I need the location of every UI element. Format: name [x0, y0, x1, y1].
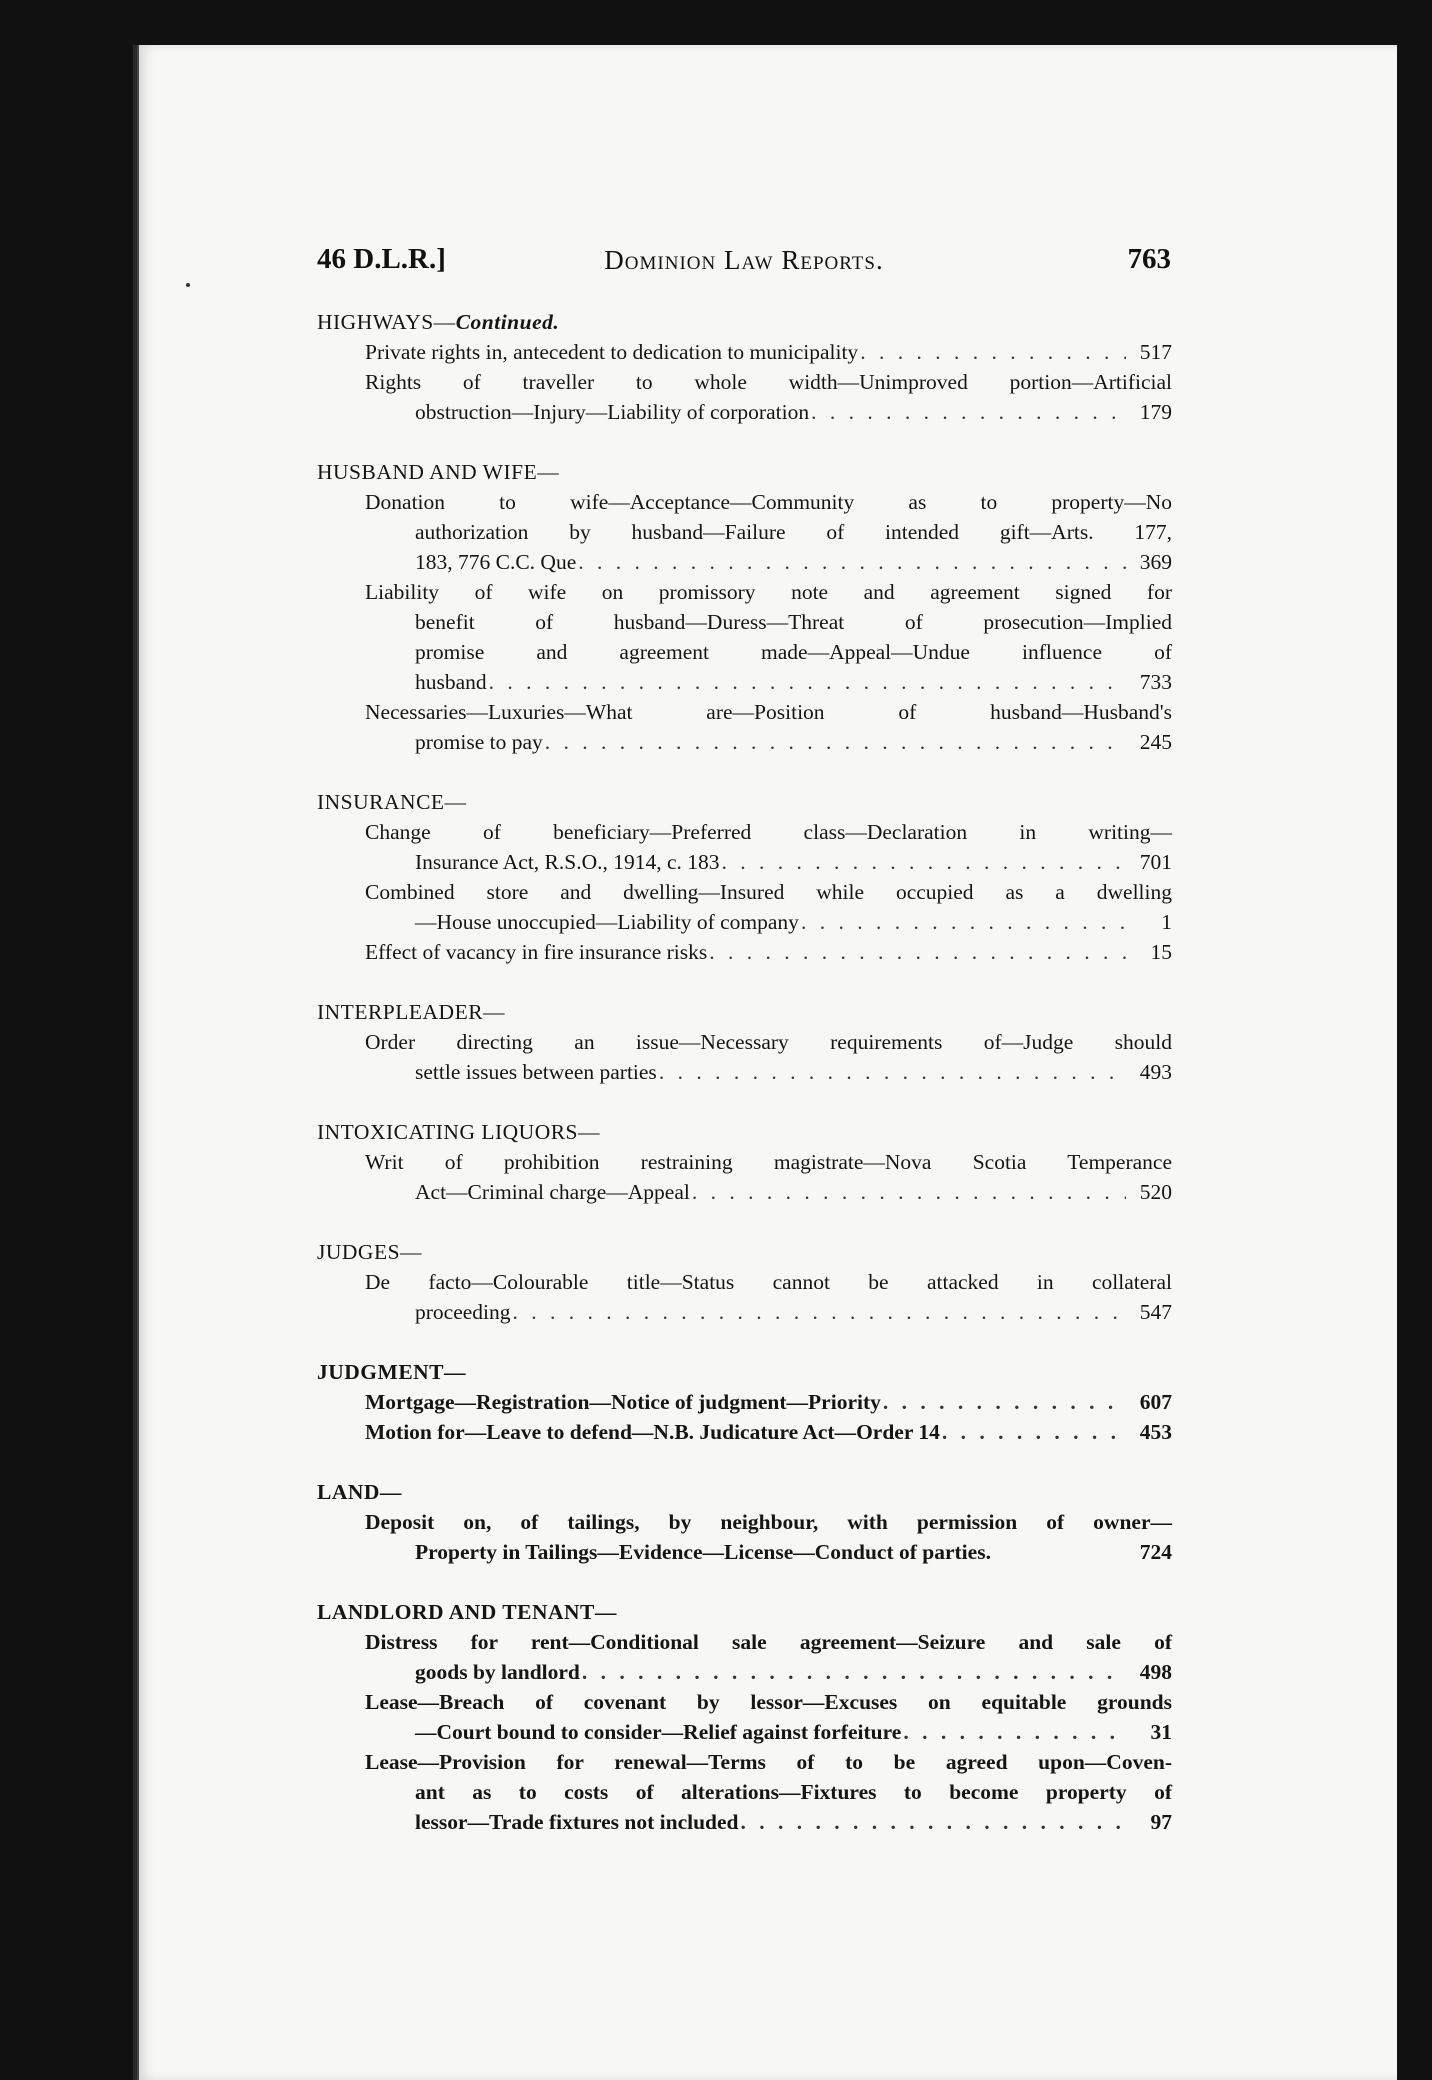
index-entry: [317, 1027, 1172, 1087]
leader-dots: [860, 337, 1126, 367]
entry-last-line: [365, 937, 1172, 967]
entry-page-ref: 701: [1139, 850, 1172, 874]
entry-text: Private rights in, antecedent to dedication to municipality: [365, 340, 859, 364]
entry-text: Act—Criminal charge—Appeal: [415, 1180, 690, 1204]
entry-line: Rights of traveller to whole width—Unimproved portion—Artificial: [365, 370, 1172, 394]
entry-last-line: [365, 1657, 1172, 1687]
entry-page-ref: 31: [1150, 1720, 1172, 1744]
entry-last-line: [365, 1387, 1172, 1417]
index-entry: [317, 1387, 1172, 1417]
entry-line: authorization by husband—Failure of intended gift—Arts. 177,: [415, 520, 1172, 544]
section-heading: [317, 1477, 1172, 1507]
section-heading: [317, 1597, 1172, 1627]
index-entry: [317, 877, 1172, 937]
entry-page-ref: 547: [1139, 1300, 1172, 1324]
index-entry: [317, 1747, 1172, 1837]
entry-line: Order directing an issue—Necessary requirements of—Judge should: [365, 1030, 1172, 1054]
entry-page-ref: 607: [1139, 1390, 1172, 1414]
entry-line: Donation to wife—Acceptance—Community as to property—No: [365, 490, 1172, 514]
section-heading-suffix: Continued.: [455, 310, 560, 334]
index-section: [317, 787, 1172, 967]
entry-line: Necessaries—Luxuries—What are—Position of husband—Husband's: [365, 700, 1172, 724]
section-heading-text: JUDGMENT—: [317, 1360, 467, 1384]
leader-dots: [578, 547, 1126, 577]
entry-text: lessor—Trade fixtures not included: [415, 1810, 739, 1834]
entry-page-ref: 733: [1139, 670, 1172, 694]
section-heading: [317, 787, 1172, 817]
entry-text: 183, 776 C.C. Que: [415, 550, 577, 574]
speck-mark: [186, 283, 190, 287]
leader-dots: [811, 397, 1126, 427]
entry-page-ref: 15: [1150, 940, 1172, 964]
entry-text: settle issues between parties: [415, 1060, 657, 1084]
entry-text: promise to pay: [415, 730, 543, 754]
section-heading-text: HIGHWAYS—: [317, 310, 456, 334]
volume-label: 46 D.L.R.]: [317, 243, 446, 275]
leader-dots: [709, 937, 1126, 967]
entry-line: Combined store and dwelling—Insured while occupied as a dwelling: [365, 880, 1172, 904]
leader-dots: [741, 1807, 1127, 1837]
entry-last-line: [365, 727, 1172, 757]
entry-last-line: [365, 847, 1172, 877]
index-entry: [317, 1267, 1172, 1327]
index-section: [317, 997, 1172, 1087]
index-section: [317, 1357, 1172, 1447]
entry-last-line: [365, 397, 1172, 427]
index-entry: [317, 937, 1172, 967]
entry-text: —House unoccupied—Liability of company: [415, 910, 799, 934]
journal-title: Dominion Law Reports.: [604, 245, 884, 275]
index-entry: [317, 817, 1172, 877]
entry-page-ref: 517: [1139, 340, 1172, 364]
leader-dots: [942, 1417, 1126, 1447]
section-heading-text: INTOXICATING LIQUORS—: [317, 1120, 601, 1144]
entry-line: Lease—Provision for renewal—Terms of to be agreed upon—Coven-: [365, 1750, 1172, 1774]
leader-dots: [801, 907, 1126, 937]
leader-dots: [489, 667, 1126, 697]
entry-text: —Court bound to consider—Relief against forfeiture: [415, 1720, 902, 1744]
section-heading: [317, 1237, 1172, 1267]
entry-text: goods by landlord: [415, 1660, 580, 1684]
index-section: [317, 1237, 1172, 1327]
entry-line: benefit of husband—Duress—Threat of prosecution—Implied: [415, 610, 1172, 634]
entry-page-ref: 453: [1139, 1420, 1172, 1444]
entry-page-ref: 724: [1139, 1540, 1172, 1564]
section-heading-text: LANDLORD AND TENANT—: [317, 1600, 617, 1624]
leader-dots: [545, 727, 1126, 757]
entry-last-line: [365, 1177, 1172, 1207]
entry-last-line: [365, 1807, 1172, 1837]
index-entry: [317, 1627, 1172, 1687]
entry-last-line: [365, 1057, 1172, 1087]
entry-text: Motion for—Leave to defend—N.B. Judicature Act—Order 14: [365, 1420, 940, 1444]
section-heading: [317, 997, 1172, 1027]
leader-dots: [513, 1297, 1126, 1327]
index-section: [317, 457, 1172, 757]
leader-dots: [659, 1057, 1126, 1087]
entry-text: husband: [415, 670, 487, 694]
index-entry: [317, 1687, 1172, 1747]
running-header: [317, 243, 1171, 283]
entry-text: Property in Tailings—Evidence—License—Conduct of parties.: [415, 1540, 991, 1564]
entry-page-ref: 498: [1139, 1660, 1172, 1684]
section-heading-text: INSURANCE—: [317, 790, 467, 814]
entry-line: promise and agreement made—Appeal—Undue influence of: [415, 640, 1172, 664]
entry-text: Mortgage—Registration—Notice of judgment—Priority: [365, 1390, 881, 1414]
index-section: [317, 1597, 1172, 1837]
section-heading-text: JUDGES—: [317, 1240, 423, 1264]
leader-dots: [903, 1717, 1126, 1747]
entry-line: Lease—Breach of covenant by lessor—Excuses on equitable grounds: [365, 1690, 1172, 1714]
entry-page-ref: 245: [1139, 730, 1172, 754]
index-section: [317, 1117, 1172, 1207]
binding-edge: [137, 45, 139, 2080]
section-heading: [317, 1117, 1172, 1147]
index-entry: [317, 487, 1172, 577]
entry-last-line: [365, 1537, 1172, 1567]
entry-last-line: [365, 547, 1172, 577]
entry-line: ant as to costs of alterations—Fixtures to become property of: [415, 1780, 1172, 1804]
entry-page-ref: 520: [1139, 1180, 1172, 1204]
section-heading-text: LAND—: [317, 1480, 402, 1504]
entry-last-line: [365, 1717, 1172, 1747]
index-entry: [317, 337, 1172, 367]
entry-text: obstruction—Injury—Liability of corporation: [415, 400, 810, 424]
index-entry: [317, 1417, 1172, 1447]
entry-page-ref: 493: [1139, 1060, 1172, 1084]
entry-page-ref: 369: [1139, 550, 1172, 574]
entry-last-line: [365, 907, 1172, 937]
index-content: [317, 307, 1172, 1867]
section-heading: [317, 457, 1172, 487]
entry-text: Effect of vacancy in fire insurance risks: [365, 940, 708, 964]
section-heading: [317, 307, 1172, 337]
leader-dots: [582, 1657, 1126, 1687]
index-entry: [317, 697, 1172, 757]
index-entry: [317, 577, 1172, 697]
page-number: 763: [1127, 243, 1171, 275]
section-heading: [317, 1357, 1172, 1387]
entry-text: proceeding: [415, 1300, 511, 1324]
leader-dots: [722, 847, 1126, 877]
leader-dots: [692, 1177, 1126, 1207]
section-heading-text: HUSBAND AND WIFE—: [317, 460, 560, 484]
entry-line: Deposit on, of tailings, by neighbour, with permission of owner—: [365, 1510, 1172, 1534]
index-entry: [317, 367, 1172, 427]
entry-text: Insurance Act, R.S.O., 1914, c. 183: [415, 850, 720, 874]
index-section: [317, 307, 1172, 427]
entry-line: Distress for rent—Conditional sale agreement—Seizure and sale of: [365, 1630, 1172, 1654]
entry-line: De facto—Colourable title—Status cannot be attacked in collateral: [365, 1270, 1172, 1294]
section-heading-text: INTERPLEADER—: [317, 1000, 506, 1024]
entry-last-line: [365, 1417, 1172, 1447]
entry-line: Liability of wife on promissory note and agreement signed for: [365, 580, 1172, 604]
leader-dots: [883, 1387, 1126, 1417]
index-section: [317, 1477, 1172, 1567]
entry-page-ref: 1: [1161, 910, 1172, 934]
index-entry: [317, 1147, 1172, 1207]
entry-last-line: [365, 667, 1172, 697]
entry-page-ref: 179: [1139, 400, 1172, 424]
entry-line: Writ of prohibition restraining magistrate—Nova Scotia Temperance: [365, 1150, 1172, 1174]
entry-last-line: [365, 1297, 1172, 1327]
entry-last-line: [365, 337, 1172, 367]
entry-line: Change of beneficiary—Preferred class—Declaration in writing—: [365, 820, 1172, 844]
entry-page-ref: 97: [1150, 1810, 1172, 1834]
index-entry: [317, 1507, 1172, 1567]
